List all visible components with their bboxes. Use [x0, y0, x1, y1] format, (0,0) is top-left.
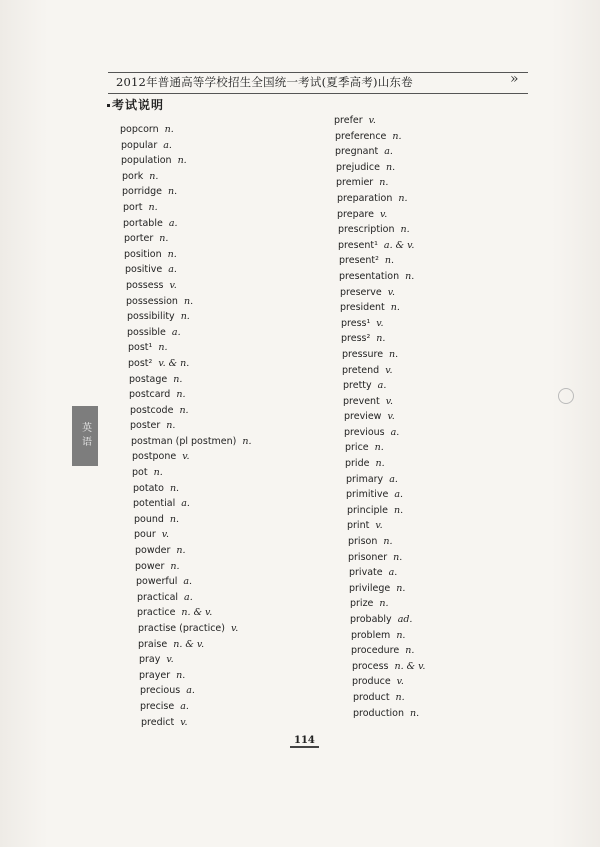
- part-of-speech: v.: [379, 208, 388, 220]
- vocab-entry: [334, 222, 425, 238]
- vocab-entry: [120, 418, 252, 434]
- part-of-speech: ad.: [397, 614, 413, 625]
- vocab-word: practice: [137, 607, 176, 619]
- part-of-speech: n.: [400, 224, 410, 236]
- part-of-speech: n.: [385, 161, 396, 173]
- vocab-word: principle: [347, 504, 388, 516]
- vocab-word: pretend: [342, 364, 380, 376]
- vocab-entry: [120, 294, 252, 310]
- vocab-entry: [120, 309, 252, 325]
- vocab-entry: [120, 621, 252, 637]
- vocab-word: potential: [133, 498, 176, 510]
- vocab-entry: [120, 340, 252, 356]
- part-of-speech: v.: [396, 676, 404, 688]
- vocab-entry: [334, 596, 425, 612]
- part-of-speech: a.: [388, 567, 398, 579]
- vocab-word: privilege: [349, 582, 391, 594]
- vocab-word: pound: [134, 513, 164, 525]
- vocab-entry: [334, 659, 425, 675]
- part-of-speech: a.: [163, 139, 172, 151]
- vocab-entry: [120, 527, 252, 543]
- vocab-word: pressure: [342, 348, 384, 360]
- vocab-entry: [334, 363, 425, 379]
- part-of-speech: n.: [389, 348, 399, 360]
- vocab-word: powerful: [136, 576, 178, 588]
- part-of-speech: v.: [376, 317, 384, 329]
- part-of-speech: n.: [383, 536, 393, 548]
- vocab-entry: [120, 574, 252, 590]
- vocab-entry: [334, 394, 425, 410]
- part-of-speech: v.: [385, 395, 394, 407]
- vocab-entry: [334, 581, 425, 597]
- vocab-word: postpone: [132, 451, 177, 463]
- section-title: 考试说明: [112, 98, 165, 112]
- vocab-word: prize: [350, 598, 374, 610]
- vocab-entry: [334, 550, 425, 566]
- part-of-speech: n.: [390, 302, 400, 314]
- vocab-word: precise: [140, 700, 175, 712]
- vocab-entry: [334, 160, 425, 176]
- vocab-entry: [334, 113, 425, 129]
- vocab-word: preparation: [337, 192, 393, 204]
- header-title: 2012年普通高等学校招生全国统一考试(夏季高考)山东卷: [116, 75, 413, 89]
- vocab-entry: [334, 503, 425, 519]
- vocab-entry: [120, 387, 252, 403]
- part-of-speech: a.: [186, 685, 195, 697]
- vocab-word: premier: [336, 177, 374, 189]
- vocab-entry: [334, 207, 425, 223]
- vocab-word: presentation: [339, 270, 400, 282]
- vocab-entry: [120, 262, 252, 278]
- vocab-word: postcard: [129, 389, 171, 401]
- vocab-entry: [334, 690, 425, 706]
- part-of-speech: a.: [171, 326, 181, 338]
- vocab-word: powder: [135, 545, 171, 557]
- vocab-word: practical: [137, 591, 179, 603]
- part-of-speech: n.: [392, 130, 402, 142]
- vocab-word: precious: [140, 685, 181, 697]
- part-of-speech: n.: [242, 435, 252, 447]
- vocab-word: portable: [123, 217, 163, 229]
- vocab-entry: [120, 231, 252, 247]
- part-of-speech: n.: [180, 311, 190, 323]
- part-of-speech: n.: [396, 582, 406, 594]
- vocab-entry: [334, 316, 425, 332]
- vocab-word: postcode: [130, 404, 174, 416]
- vocab-entry: [120, 216, 252, 232]
- vocab-entry: [334, 643, 425, 659]
- part-of-speech: n.: [405, 270, 415, 282]
- vocab-entry: [120, 543, 252, 559]
- vocab-word: pot: [132, 467, 148, 479]
- vocab-entry: [120, 169, 252, 185]
- part-of-speech: n.: [158, 342, 168, 354]
- vocab-entry: [120, 652, 252, 668]
- part-of-speech: n.: [168, 186, 178, 198]
- vocab-word: pregnant: [335, 146, 379, 158]
- part-of-speech: n. & v.: [394, 660, 426, 672]
- part-of-speech: a. & v.: [383, 239, 415, 251]
- vocab-entry: [334, 518, 425, 534]
- part-of-speech: n.: [176, 669, 186, 681]
- vocab-entry: [120, 278, 252, 294]
- part-of-speech: v.: [368, 115, 376, 126]
- vocab-word: process: [352, 660, 389, 672]
- vocab-word: press¹: [341, 317, 371, 329]
- vocab-word: present¹: [338, 239, 378, 251]
- vocab-entry: [334, 253, 425, 269]
- vocab-word: procedure: [351, 645, 400, 657]
- vocab-word: press²: [341, 333, 371, 345]
- vocab-entry: [120, 668, 252, 684]
- vocab-word: prefer: [334, 115, 363, 126]
- vocab-entry: [334, 440, 425, 456]
- vocab-entry: [334, 487, 425, 503]
- vocab-entry: [120, 153, 252, 169]
- vocab-entry: [334, 628, 425, 644]
- part-of-speech: n.: [410, 707, 420, 719]
- vocab-entry: [120, 699, 252, 715]
- vocab-entry: [334, 409, 425, 425]
- vocab-entry: [334, 378, 425, 394]
- part-of-speech: v.: [180, 716, 188, 728]
- part-of-speech: a.: [390, 426, 400, 438]
- part-of-speech: v. & n.: [158, 357, 190, 369]
- vocab-entry: [334, 144, 425, 160]
- vocab-entry: [334, 565, 425, 581]
- part-of-speech: a.: [168, 217, 178, 229]
- binding-hole-mark: [558, 388, 574, 404]
- part-of-speech: a.: [181, 498, 190, 510]
- vocab-word: probably: [350, 614, 392, 625]
- part-of-speech: v.: [182, 451, 190, 463]
- part-of-speech: a.: [168, 264, 177, 276]
- left-word-column: [120, 122, 252, 730]
- vocab-entry: [334, 238, 425, 254]
- part-of-speech: n.: [173, 373, 183, 385]
- part-of-speech: v.: [166, 654, 174, 666]
- vocab-entry: [334, 472, 425, 488]
- vocab-word: pretty: [343, 380, 372, 392]
- vocab-entry: [120, 683, 252, 699]
- vocab-entry: [334, 285, 425, 301]
- part-of-speech: v.: [387, 286, 396, 298]
- vocab-word: possession: [126, 295, 178, 307]
- subject-side-tab: 英语: [72, 406, 98, 466]
- part-of-speech: n.: [169, 482, 180, 494]
- part-of-speech: n.: [164, 124, 174, 135]
- vocab-word: print: [347, 520, 370, 532]
- vocab-entry: [334, 456, 425, 472]
- part-of-speech: v.: [387, 411, 395, 423]
- vocab-word: president: [340, 302, 385, 314]
- vocab-word: preserve: [340, 286, 382, 298]
- part-of-speech: n.: [384, 255, 395, 267]
- vocab-word: prescription: [338, 224, 395, 236]
- vocab-word: prison: [348, 536, 378, 548]
- vocab-entry: [120, 184, 252, 200]
- part-of-speech: n.: [176, 389, 186, 401]
- part-of-speech: n.: [398, 192, 408, 204]
- vocab-entry: [334, 175, 425, 191]
- vocab-entry: [120, 637, 252, 653]
- part-of-speech: a.: [184, 591, 193, 603]
- part-of-speech: n.: [170, 560, 180, 572]
- vocab-entry: [334, 331, 425, 347]
- part-of-speech: a.: [384, 146, 393, 158]
- vocab-word: pride: [345, 458, 370, 470]
- part-of-speech: v.: [385, 364, 393, 376]
- vocab-word: preview: [344, 411, 382, 423]
- part-of-speech: n.: [379, 598, 389, 610]
- vocab-word: product: [353, 691, 390, 703]
- vocab-entry: [334, 534, 425, 550]
- part-of-speech: n.: [159, 233, 169, 245]
- vocab-entry: [120, 325, 252, 341]
- vocab-word: price: [345, 442, 369, 454]
- vocab-word: prepare: [337, 208, 374, 220]
- part-of-speech: n.: [169, 513, 180, 525]
- part-of-speech: a.: [183, 576, 193, 588]
- vocab-word: port: [123, 201, 143, 213]
- part-of-speech: v.: [169, 279, 177, 291]
- vocab-entry: [120, 372, 252, 388]
- vocab-entry: [334, 706, 425, 722]
- vocab-word: pour: [134, 529, 156, 541]
- part-of-speech: n.: [405, 645, 415, 657]
- part-of-speech: v.: [375, 520, 383, 532]
- part-of-speech: n.: [153, 467, 163, 479]
- vocab-word: postman (pl postmen): [131, 435, 237, 447]
- part-of-speech: a.: [389, 473, 398, 485]
- vocab-word: porridge: [122, 186, 163, 198]
- vocab-entry: [120, 122, 252, 138]
- part-of-speech: n.: [179, 404, 189, 416]
- part-of-speech: n. & v.: [173, 638, 205, 650]
- vocab-word: postage: [129, 373, 168, 385]
- vocab-word: praise: [138, 638, 168, 650]
- part-of-speech: n.: [177, 155, 187, 167]
- vocab-entry: [334, 300, 425, 316]
- vocab-entry: [120, 465, 252, 481]
- vocab-entry: [334, 191, 425, 207]
- vocab-entry: [120, 496, 252, 512]
- vocab-word: previous: [344, 426, 385, 438]
- vocab-entry: [120, 356, 252, 372]
- vocab-word: production: [353, 707, 405, 719]
- vocab-entry: [120, 559, 252, 575]
- vocab-word: possibility: [127, 311, 175, 323]
- vocab-word: post¹: [128, 342, 153, 354]
- vocab-entry: [334, 674, 425, 690]
- vocab-entry: [120, 247, 252, 263]
- part-of-speech: n.: [148, 201, 158, 213]
- vocab-word: pray: [139, 654, 161, 666]
- vocab-word: position: [124, 248, 162, 260]
- vocab-word: present²: [339, 255, 379, 267]
- vocab-entry: [334, 269, 425, 285]
- vocab-entry: [334, 425, 425, 441]
- part-of-speech: n. & v.: [181, 607, 213, 619]
- right-word-column: [334, 113, 425, 721]
- vocab-entry: [334, 129, 425, 145]
- vocab-entry: [120, 200, 252, 216]
- part-of-speech: n.: [379, 177, 389, 189]
- vocab-word: primary: [346, 473, 384, 485]
- part-of-speech: n.: [166, 420, 176, 432]
- vocab-word: preference: [335, 130, 387, 142]
- part-of-speech: n.: [396, 629, 406, 641]
- vocab-word: pork: [122, 170, 144, 182]
- vocab-word: predict: [141, 716, 175, 728]
- vocab-word: prejudice: [336, 161, 380, 173]
- vocab-entry: [120, 138, 252, 154]
- part-of-speech: n.: [395, 691, 405, 703]
- vocab-word: private: [349, 567, 383, 579]
- vocab-word: primitive: [346, 489, 389, 501]
- vocab-word: popcorn: [120, 124, 159, 135]
- vocab-entry: [120, 449, 252, 465]
- double-chevron-icon: »: [510, 71, 519, 87]
- vocab-word: poster: [130, 420, 161, 432]
- vocab-word: popular: [121, 139, 158, 151]
- part-of-speech: n.: [183, 295, 194, 307]
- part-of-speech: v.: [230, 623, 239, 634]
- vocab-word: prisoner: [348, 551, 388, 563]
- vocab-word: positive: [125, 264, 163, 276]
- vocab-entry: [120, 605, 252, 621]
- vocab-word: potato: [133, 482, 164, 494]
- vocab-word: prevent: [343, 395, 380, 407]
- vocab-entry: [120, 590, 252, 606]
- vocab-word: produce: [352, 676, 391, 688]
- vocab-word: porter: [124, 233, 154, 245]
- vocab-word: prayer: [139, 669, 171, 681]
- part-of-speech: n.: [374, 442, 384, 454]
- part-of-speech: n.: [167, 248, 177, 260]
- part-of-speech: n.: [149, 170, 159, 182]
- part-of-speech: n.: [393, 551, 403, 563]
- part-of-speech: a.: [394, 489, 403, 501]
- vocab-word: practise (practice): [138, 623, 225, 634]
- page-number: 114: [290, 735, 319, 748]
- vocab-entry: [120, 715, 252, 731]
- part-of-speech: n.: [376, 333, 386, 345]
- vocab-word: problem: [351, 629, 391, 641]
- part-of-speech: n.: [176, 545, 186, 557]
- vocab-word: possible: [127, 326, 166, 338]
- vocab-entry: [120, 403, 252, 419]
- part-of-speech: n.: [393, 504, 404, 516]
- part-of-speech: v.: [161, 529, 170, 541]
- vocab-entry: [334, 612, 425, 628]
- vocab-word: post²: [128, 357, 153, 369]
- vocab-word: population: [121, 155, 172, 167]
- vocab-entry: [120, 434, 252, 450]
- vocab-word: power: [135, 560, 165, 572]
- part-of-speech: a.: [377, 380, 387, 392]
- part-of-speech: n.: [375, 458, 385, 470]
- vocab-word: possess: [126, 279, 164, 291]
- part-of-speech: a.: [180, 700, 189, 712]
- vocab-entry: [334, 347, 425, 363]
- vocab-entry: [120, 481, 252, 497]
- vocab-entry: [120, 512, 252, 528]
